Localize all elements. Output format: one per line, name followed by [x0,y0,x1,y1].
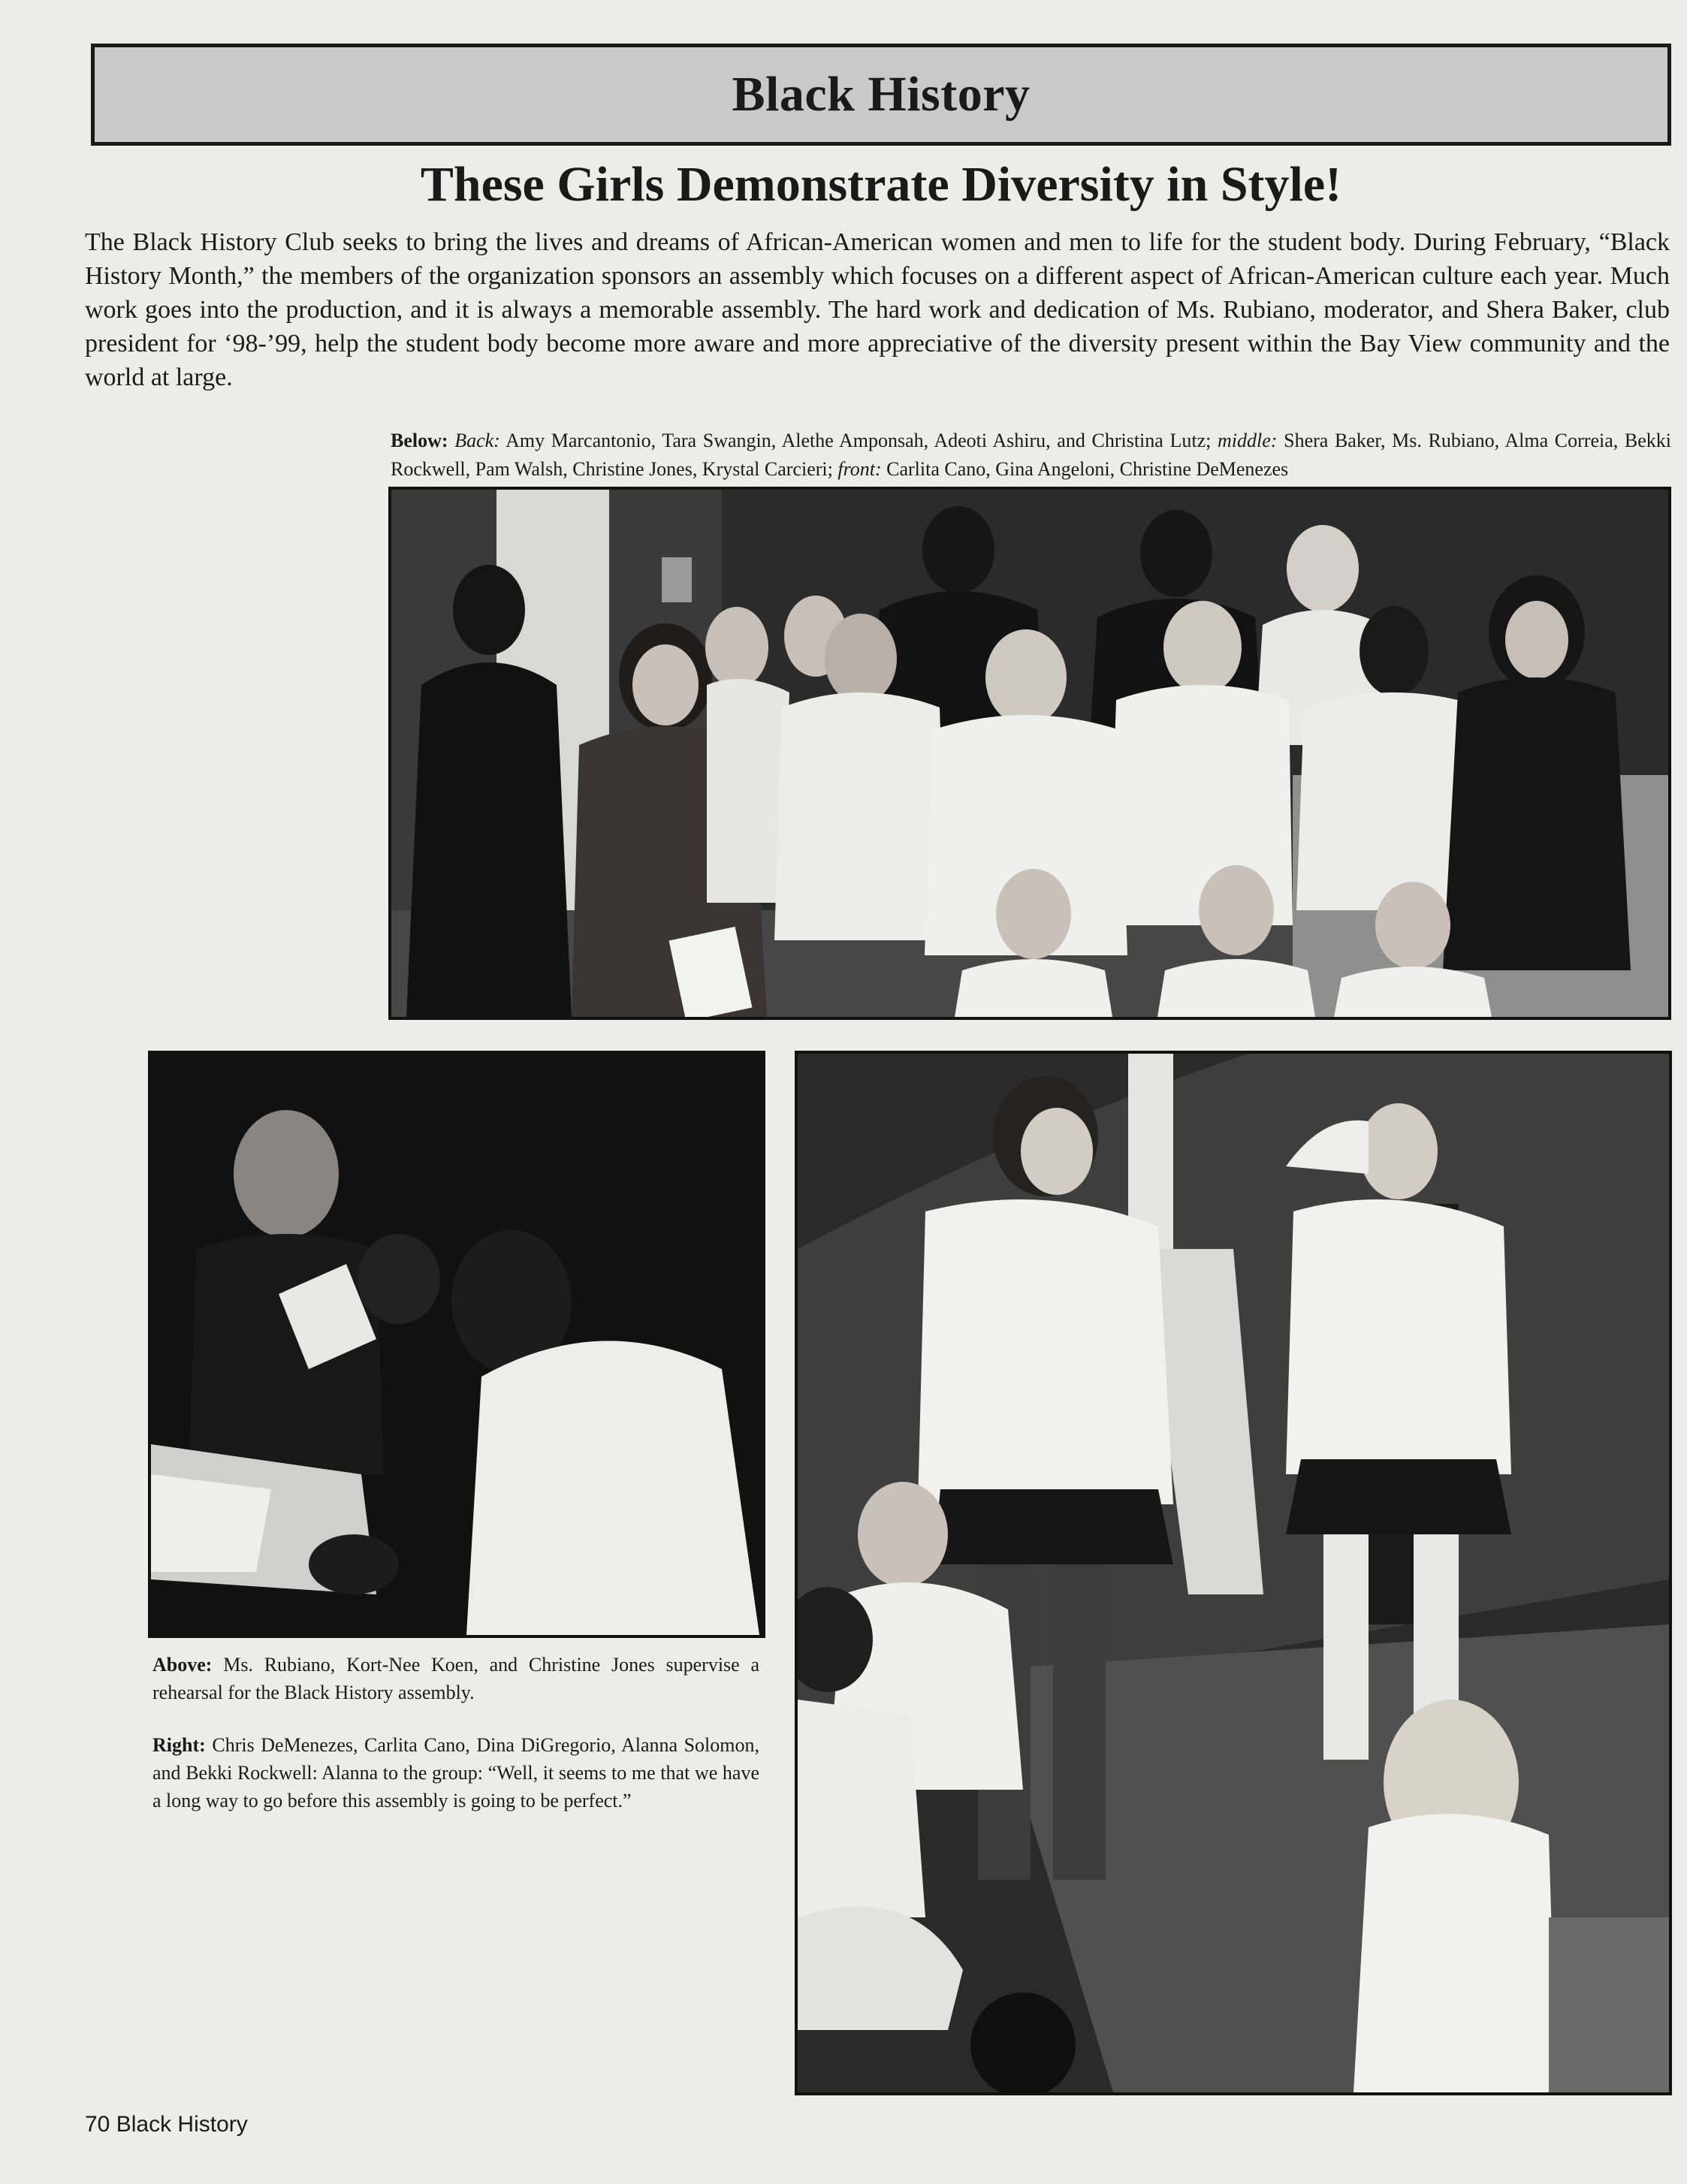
caption-middle-names: Shera Baker, Ms. Rubiano, Alma Correia, Bekki Rockwell, Pam Walsh, Christine Jones, Krystal Carcieri; [391,430,1672,480]
page-headline: These Girls Demonstrate Diversity in Style! [420,157,1342,212]
rehearsal-photo-image [151,1054,762,1635]
body-paragraph: The Black History Club seeks to bring the lives and dreams of African-American women and men to life for the student body. During February, “Black History Month,” the members of the organization sponsors an assembly which focuses on a different aspect of African-American culture each year. Much work goes into the production, and it is always a memorable assembly. The hard work and dedication of Ms. Rubiano, moderator, and Shera Baker, club president for ‘98-’99, help the student body become more aware and more appreciative of the diversity present within the Bay View community and the world at large. [85,228,1670,391]
caption-right-lead: Right: [152,1734,206,1756]
rehearsal-photo [148,1051,765,1638]
assembly-practice-photo-image [798,1054,1669,2092]
practice-caption [152,1731,759,1814]
caption-lead: Below: [391,430,448,451]
caption-front-label: front: [837,458,882,480]
caption-back-label: Back: [454,430,500,451]
caption-middle-label: middle: [1218,430,1278,451]
section-banner [91,44,1671,146]
caption-back-names: Amy Marcantonio, Tara Swangin, Alethe Amponsah, Adeoti Ashiru, and Christina Lutz; [505,430,1212,451]
page-folio: 70 Black History [85,2112,248,2137]
group-photo-caption [391,427,1671,484]
club-group-photo [388,487,1671,1020]
rehearsal-caption [152,1651,759,1706]
caption-above-lead: Above: [152,1654,213,1676]
caption-right-text: Chris DeMenezes, Carlita Cano, Dina DiGregorio, Alanna Solomon, and Bekki Rockwell: Alanna to the group: “Well, it seems to me that we have a long way to go before this assembly is going to be perfect.” [152,1734,760,1811]
assembly-practice-photo [795,1051,1672,2095]
caption-front-names: Carlita Cano, Gina Angeloni, Christine DeMenezes [886,458,1289,480]
club-group-photo-image [391,490,1668,1017]
section-title: Black History [732,67,1031,122]
caption-above-text: Ms. Rubiano, Kort-Nee Koen, and Christine Jones supervise a rehearsal for the Black History assembly. [152,1654,760,1703]
